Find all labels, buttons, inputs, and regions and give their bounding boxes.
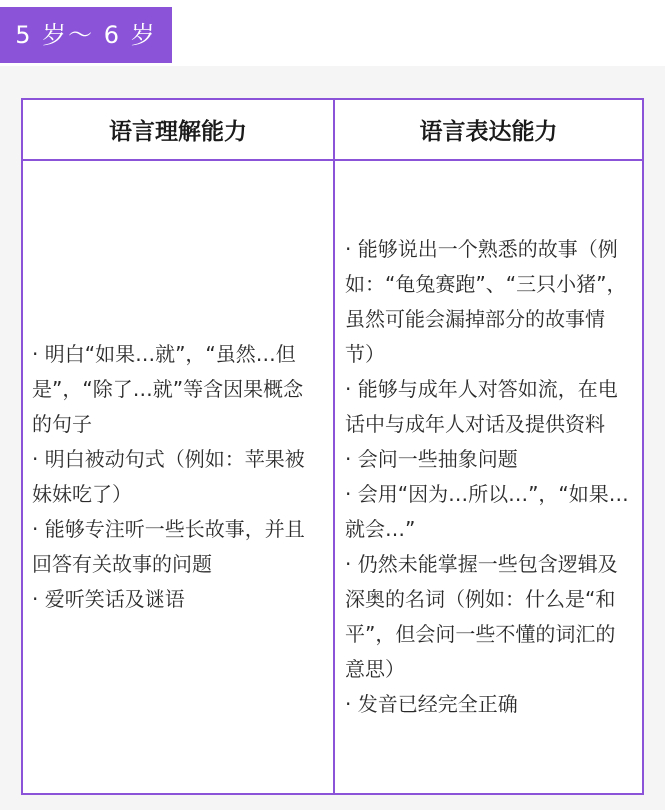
header-comprehension: 语言理解能力 [23, 100, 335, 159]
list-item: · 发音已经完全正确 [345, 692, 518, 716]
list-item: · 明白“如果…就”，“虽然…但是”，“除了…就”等含因果概念的句子 [32, 342, 304, 436]
list-item: · 能够专注听一些长故事，并且回答有关故事的问题 [32, 517, 305, 576]
table-header-row [23, 100, 642, 161]
comprehension-cell [23, 161, 335, 793]
list-item: · 爱听笑话及谜语 [32, 587, 185, 611]
list-item: · 仍然未能掌握一些包含逻辑及深奥的名词（例如：什么是“和平”，但会问一些不懂的词汇的意思） [345, 552, 618, 681]
list-item: · 会问一些抽象问题 [345, 447, 518, 471]
comprehension-list [32, 337, 323, 617]
expression-list [345, 232, 630, 722]
table-body-row [23, 161, 642, 793]
expression-cell [335, 161, 642, 793]
list-item: · 能够与成年人对答如流，在电话中与成年人对话及提供资料 [345, 377, 618, 436]
language-ability-table [21, 98, 644, 795]
header-expression: 语言表达能力 [419, 119, 558, 145]
list-item: · 会用“因为…所以…”，“如果…就会…” [345, 482, 629, 541]
list-item: · 能够说出一个熟悉的故事（例如：“龟兔赛跑”、“三只小猪”，虽然可能会漏掉部分的故事情节） [345, 237, 627, 366]
list-item: · 明白被动句式（例如：苹果被妹妹吃了） [32, 447, 305, 506]
age-range-badge: 5 岁～ 6 岁 [0, 7, 172, 63]
